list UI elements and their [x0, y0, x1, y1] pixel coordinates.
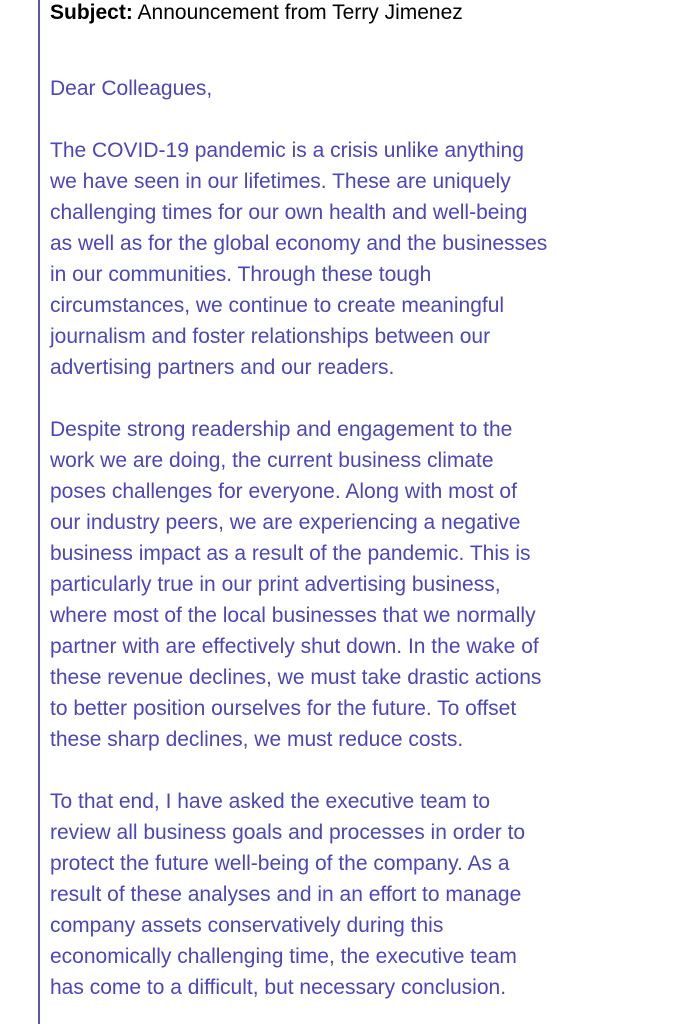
paragraph-line: The COVID-19 pandemic is a crisis unlike anything: [50, 139, 524, 162]
paragraph-line: result of these analyses and in an effort to manage: [50, 883, 522, 906]
paragraph-line: in our communities. Through these tough: [50, 263, 432, 286]
paragraph-line: to better position ourselves for the future. To offset: [50, 697, 517, 720]
paragraph-line: poses challenges for everyone. Along with most of: [50, 480, 517, 503]
quote-rule: [38, 0, 40, 1024]
paragraph-line: partner with are effectively shut down. In the wake of: [50, 635, 539, 658]
paragraph-line: these revenue declines, we must take drastic actions: [50, 666, 542, 689]
subject-text: Announcement from Terry Jimenez: [137, 1, 463, 24]
paragraph-line: particularly true in our print advertising business,: [50, 573, 501, 596]
paragraph-line: work we are doing, the current business climate: [50, 449, 494, 472]
paragraph-line: we have seen in our lifetimes. These are uniquely: [50, 170, 511, 193]
paragraph-line: journalism and foster relationships between our: [50, 325, 491, 348]
paragraph: [50, 414, 672, 755]
paragraph-line: advertising partners and our readers.: [50, 356, 395, 379]
paragraph-line: circumstances, we continue to create meaningful: [50, 294, 505, 317]
paragraph-line: review all business goals and processes in order to: [50, 821, 526, 844]
paragraph: [50, 135, 672, 383]
paragraph-line: challenging times for our own health and well-being: [50, 201, 528, 224]
paragraph: [50, 786, 672, 1003]
email-body: [50, 0, 672, 1003]
paragraph-line: as well as for the global economy and the businesses: [50, 232, 548, 255]
paragraph-line: protect the future well-being of the company. As a: [50, 852, 510, 875]
paragraph-line: economically challenging time, the executive team: [50, 945, 517, 968]
paragraph-line: company assets conservatively during this: [50, 914, 444, 937]
subject-label: Subject:: [50, 1, 133, 24]
subject-line: [50, 0, 672, 26]
paragraph-line: where most of the local businesses that we normally: [50, 604, 536, 627]
paragraph-line: Despite strong readership and engagement to the: [50, 418, 513, 441]
paragraph-line: business impact as a result of the pandemic. This is: [50, 542, 531, 565]
greeting: Dear Colleagues,: [50, 77, 213, 100]
paragraph-line: these sharp declines, we must reduce costs.: [50, 728, 464, 751]
paragraph-line: To that end, I have asked the executive team to: [50, 790, 491, 813]
paragraph-line: has come to a difficult, but necessary conclusion.: [50, 976, 507, 999]
paragraph-line: our industry peers, we are experiencing a negative: [50, 511, 521, 534]
